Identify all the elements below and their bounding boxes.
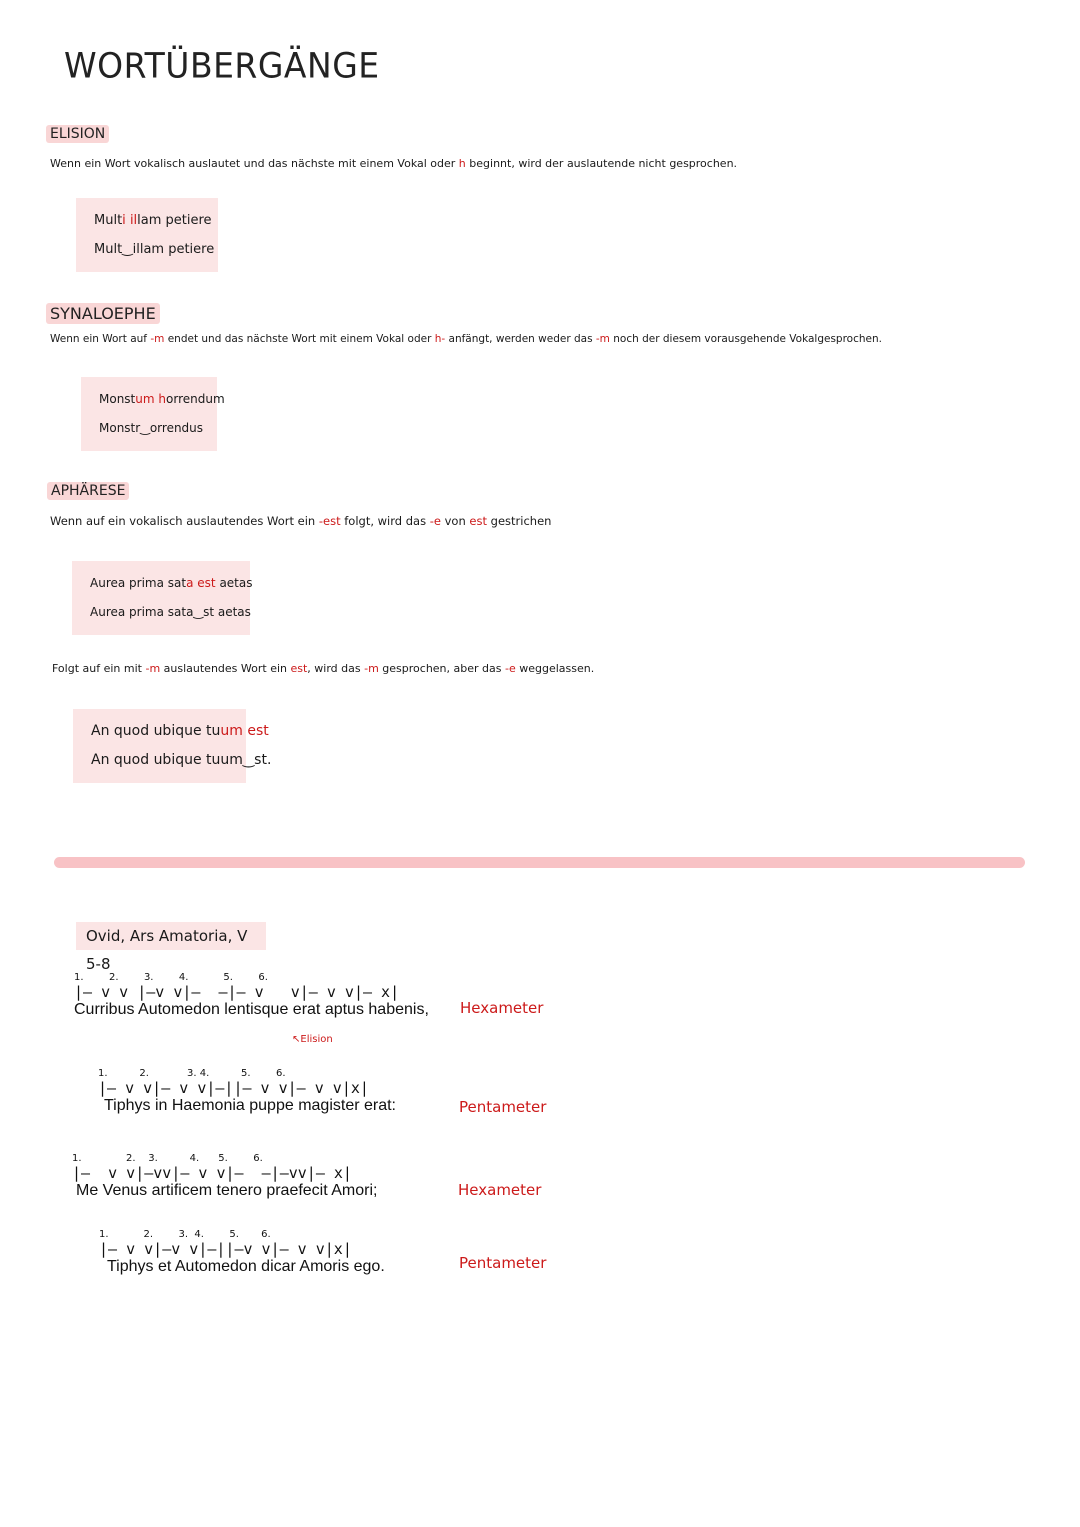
aphaerese-example-box-2	[73, 709, 272, 783]
foot-numbers: 1. 2. 3. 4. 5. 6.	[74, 972, 268, 983]
scansion: |– v v|–v v|–||–v v|– v v|x|	[99, 1240, 352, 1258]
synaloephe-heading: SYNALOEPHE	[46, 303, 160, 324]
aphaerese-heading: APHÄRESE	[47, 482, 129, 500]
synaloephe-example-box	[81, 377, 225, 451]
example-original: An quod ubique tuum est	[91, 723, 269, 739]
meter-label: Pentameter	[459, 1254, 547, 1272]
verse-4	[99, 1229, 385, 1276]
scansion: |– v v |–v v|– –|– v v|– v v|– x|	[74, 983, 400, 1001]
foot-numbers: 1. 2. 3. 4. 5. 6.	[72, 1153, 263, 1164]
example-result: Mult‿illam petiere	[94, 242, 215, 257]
verse-text: Tiphys et Automedon dicar Amoris ego.	[107, 1258, 385, 1275]
annotation-text: Elision	[300, 1034, 333, 1045]
example-result: Aurea prima sata‿st aetas	[90, 605, 251, 619]
example-original: Aurea prima sata est aetas	[90, 576, 253, 590]
example-result: An quod ubique tuum‿st.	[91, 752, 272, 768]
example-original: Monstum horrendum	[99, 392, 225, 406]
example-result: Monstr‿orrendus	[99, 421, 204, 435]
foot-numbers: 1. 2. 3. 4. 5. 6.	[98, 1068, 286, 1079]
aphaerese-description: Wenn auf ein vokalisch auslautendes Wort ein -est folgt, wird das -e von est gestrichen	[50, 514, 552, 528]
scansion: |– v v|– v v|–||– v v|– v v|x|	[98, 1079, 369, 1097]
verse-text: Curribus Automedon lentisque erat aptus habenis,	[74, 1001, 429, 1018]
aphaerese-description-2: Folgt auf ein mit -m auslautendes Wort ein est, wird das -m gesprochen, aber das -e weggelassen.	[52, 662, 595, 675]
text: beginnt, wird der auslautende nicht gesprochen.	[465, 157, 738, 170]
foot-numbers: 1. 2. 3. 4. 5. 6.	[99, 1229, 271, 1240]
verse-text: Tiphys in Haemonia puppe magister erat:	[104, 1097, 396, 1114]
meter-label: Hexameter	[458, 1181, 542, 1199]
verse-1	[74, 972, 429, 1019]
example-original: Multi illam petiere	[94, 213, 212, 228]
meter-label: Hexameter	[460, 999, 544, 1017]
verse-3	[72, 1153, 377, 1200]
highlight: h	[458, 157, 466, 170]
verse-text: Me Venus artificem tenero praefecit Amori;	[76, 1182, 378, 1199]
page-title: WORTÜBERGÄNGE	[64, 45, 380, 86]
elision-annotation	[292, 1034, 333, 1045]
elision-heading: ELISION	[46, 125, 109, 143]
meter-label: Pentameter	[459, 1098, 547, 1116]
arrow-icon: ↖	[292, 1034, 301, 1045]
scansion: |– v v|–vv|– v v|– –|–vv|– x|	[72, 1164, 352, 1182]
aphaerese-example-box	[72, 561, 253, 635]
section-divider	[54, 857, 1025, 868]
text: Wenn ein Wort vokalisch auslautet und das nächste mit einem Vokal oder	[50, 157, 459, 170]
source-reference: Ovid, Ars Amatoria, V 5-8	[76, 922, 266, 950]
verse-2	[98, 1068, 396, 1115]
elision-example-box	[76, 198, 218, 272]
elision-description	[50, 157, 737, 170]
synaloephe-description: Wenn ein Wort auf -m endet und das nächste Wort mit einem Vokal oder h- anfängt, werden weder das -m noch der diesem vorausgehende Vokalgesprochen.	[50, 333, 882, 345]
